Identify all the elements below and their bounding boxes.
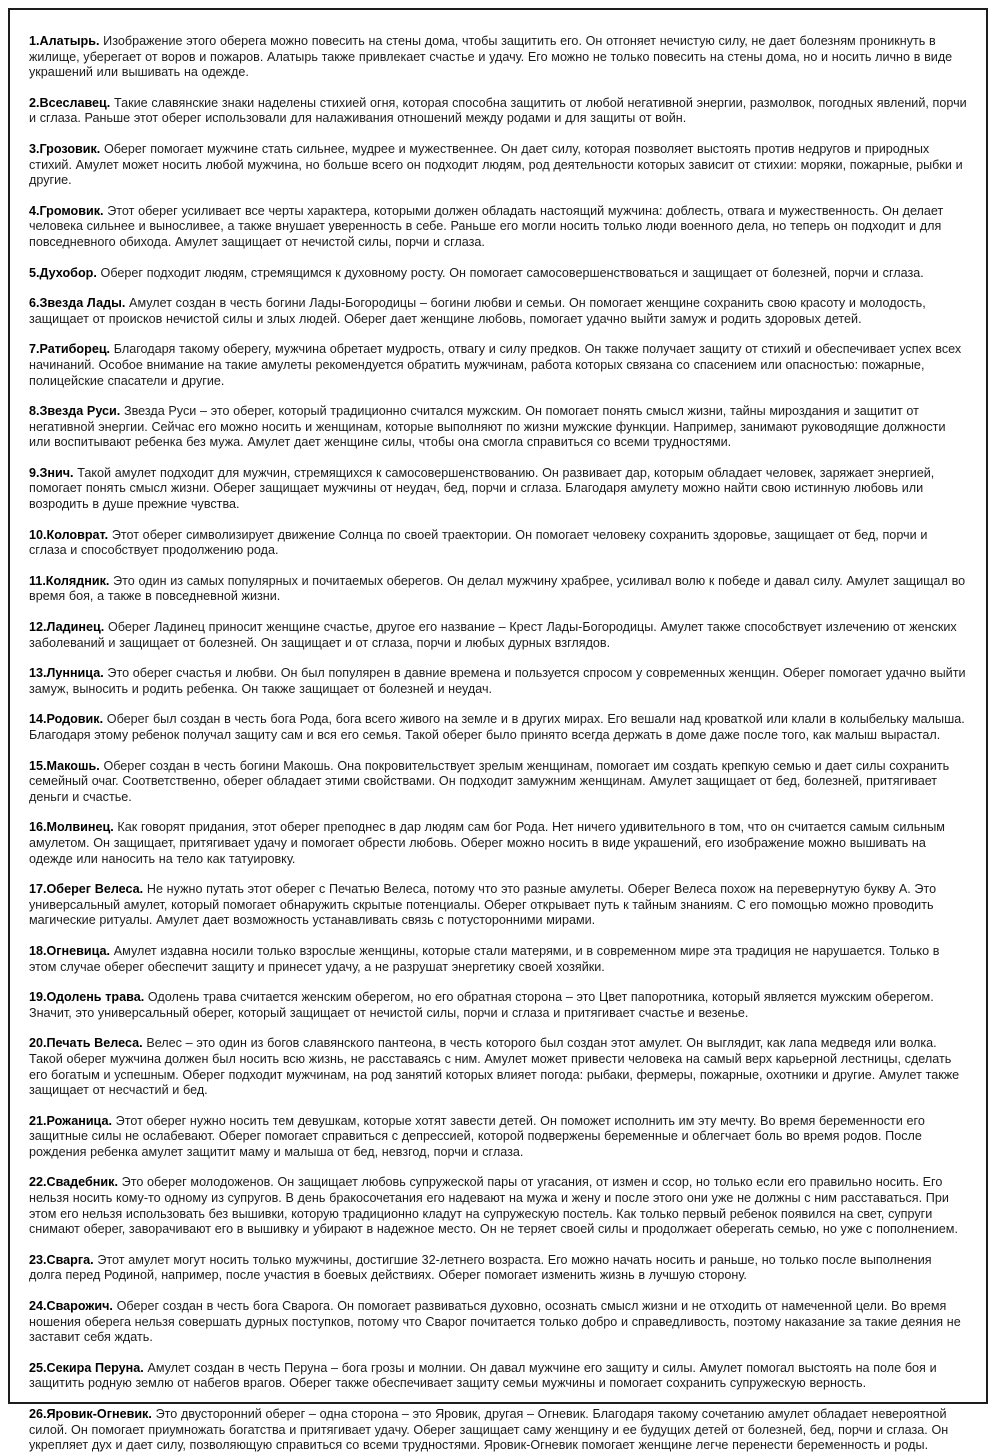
amulet-name-label: 19.Одолень трава. bbox=[29, 990, 145, 1005]
amulet-name-label: 26.Яровик-Огневик. bbox=[29, 1407, 152, 1421]
amulet-description: Как говорят придания, этот оберег преподнес в дар людям сам бог Рода. Нет ничего удивительного в том, что он считается самым сильным амулетом. Он защищает, притягивает удачу и помогает обрести любовь. Оберег можно носить в виде украшений, его изображение можно вышивать на одежде или наносить на тело как татуировку. bbox=[29, 820, 945, 866]
amulet-name-label: 4.Громовик. bbox=[29, 203, 104, 218]
amulet-description: Это оберег счастья и любви. Он был популярен в давние времена и пользуется спросом у современных женщин. Оберег помогает удачно выйти замуж, выносить и родить ребенка. Он также защищает от болезней и неудач. bbox=[29, 666, 966, 696]
amulet-description: Велес – это один из богов славянского пантеона, в честь которого был создан этот амулет. Он выглядит, как лапа медведя или волка. Такой оберег мужчина должен был носить всю жизнь, не расставаясь с ним. Амулет может привести человека на самый верх карьерной лестницы, сделать его богатым и успешным. Оберег подходит мужчинам, на род занятий которых влияет погода: рыбаки, фермеры, пожарные, охотники и другие. Амулет также защищает от несчастий и бед. bbox=[29, 1036, 960, 1098]
amulet-paragraph bbox=[29, 882, 967, 929]
amulet-description: Оберег создан в честь бога Сварога. Он помогает развиваться духовно, осознать смысл жизни и не отходить от намеченной цели. Во время ношения оберега нельзя совершать дурных поступков, потому что Сварог почитается только добро и справедливость, поэтому наказание за такие деяния не заставит себя ждать. bbox=[29, 1299, 961, 1345]
amulet-paragraph bbox=[29, 574, 967, 605]
amulet-paragraph bbox=[29, 404, 967, 451]
amulet-description: Благодаря такому оберегу, мужчина обретает мудрость, отвагу и силу предков. Он также получает защиту от стихий и обеспечивает успех всех начинаний. Особое внимание на такие амулеты рекомендуется обратить мужчинам, работа которых связана со спасением или опасностью: пожарные, полицейские спасатели и другие. bbox=[29, 342, 962, 388]
amulet-name-label: 2.Всеславец. bbox=[29, 95, 111, 110]
amulet-name-label: 3.Грозовик. bbox=[29, 141, 101, 156]
amulet-description: Оберег был создан в честь бога Рода, бога всего живого на земле и в других мирах. Его вешали над кроваткой или клали в колыбельку малыша. Благодаря этому ребенок получал защиту сам и вся его семья. Такой оберег было принято всегда держать в доме даже после того, как малыш вырастал. bbox=[29, 712, 965, 742]
amulet-description: Звезда Руси – это оберег, который традиционно считался мужским. Он помогает понять смысл жизни, тайны мироздания и защитит от негативной энергии. Сейчас его можно носить и женщинам, которые выполняют по жизни мужские функции. Например, занимают руководящие должности или воспитывают ребенка без мужа. Амулет дает женщине силы, чтобы она смогла справиться со всеми трудностями. bbox=[29, 404, 946, 450]
amulet-name-label: 23.Сварга. bbox=[29, 1252, 94, 1267]
amulet-paragraph bbox=[29, 820, 967, 867]
amulet-paragraph bbox=[29, 1114, 967, 1161]
amulet-description: Оберег помогает мужчине стать сильнее, мудрее и мужественнее. Он дает силу, которая позволяет выстоять против недругов и природных стихий. Амулет может носить любой мужчина, но больше всего он подходит людям, род деятельности которых зависит от стихии: моряки, пожарные, рыбки и другие. bbox=[29, 141, 963, 188]
amulet-name-label: 20.Печать Велеса. bbox=[29, 1036, 143, 1051]
amulet-name-label: 15.Макошь. bbox=[29, 758, 100, 773]
amulet-paragraph bbox=[29, 296, 967, 327]
page-border-frame bbox=[8, 8, 988, 1453]
amulet-paragraph bbox=[29, 1407, 967, 1454]
amulet-name-label: 24.Сварожич. bbox=[29, 1299, 113, 1314]
amulet-description: Амулет создан в честь Перуна – бога грозы и молнии. Он давал мужчине его защиту и силы. Амулет помогал выстоять на поле боя и защитить родную землю от набегов врагов. Оберег также обеспечивает защиту семьи мужчины и помогает сохранить супружескую верность. bbox=[29, 1360, 937, 1391]
amulet-paragraph bbox=[29, 759, 967, 806]
amulet-name-label: 5.Духобор. bbox=[29, 265, 97, 280]
amulet-name-label: 18.Огневица. bbox=[29, 943, 111, 958]
amulet-name-label: 7.Ратиборец. bbox=[29, 342, 111, 357]
amulet-description: Одолень трава считается женским оберегом, но его обратная сторона – это Цвет папоротника, который является мужским оберегом. Значит, это универсальный оберег, который защищает от нечистой силы, порчи и сглаза и притягивает счастье и везенье. bbox=[29, 990, 934, 1020]
amulet-name-label: 8.Звезда Руси. bbox=[29, 404, 121, 419]
amulet-name-label: 11.Колядник. bbox=[29, 573, 110, 588]
amulet-description: Такой амулет подходит для мужчин, стремящихся к самосовершенствованию. Он развивает дар, которым обладает человек, заряжает энергией, помогает понять смысл жизни. Оберег защищает мужчины от неудач, бед, порчи и сглаза. Благодаря амулету можно найти свою истинную любовь или возродить в душе прежние чувства. bbox=[29, 465, 935, 512]
amulet-name-label: 21.Рожаница. bbox=[29, 1113, 112, 1128]
amulet-paragraph bbox=[29, 1036, 967, 1098]
amulet-description: Это оберег молодоженов. Он защищает любовь супружеской пары от угасания, от измен и ссор, но только если его правильно носить. Его нельзя носить кому-то одному из супругов. В день бракосочетания его надевают на мужа и жену и после этого они уже не должны с ним расставаться. При этом его нельзя использовать без вышивки, которую традиционно кладут на супружескую постель. Как только первый ребенок появился на свет, супруги снимают оберег, заворачивают его в вышивку и убирают в надежное место. Он не теряет своей силы и продолжает оберегать семью, но уже с пополнением. bbox=[29, 1175, 958, 1237]
amulet-description: Этот оберег усиливает все черты характера, которыми должен обладать настоящий мужчина: доблесть, отвага и мужественность. Он делает человека сильнее и выносливее, а также внушает уверенность в себе. Раньше его могли носить только люди военного дела, но теперь он подходит и для повседневного обихода. Амулет защищает от нечистой силы, порчи и сглаза. bbox=[29, 203, 944, 249]
amulet-paragraph bbox=[29, 666, 967, 697]
amulet-paragraph bbox=[29, 1175, 967, 1237]
amulet-description: Не нужно путать этот оберег с Печатью Велеса, потому что это разные амулеты. Оберег Велеса похож на перевернутую букву А. Это универсальный амулет, который помогает обнаружить скрытые потенциалы. Оберег открывает путь к тайным знаниям. С его помощью можно проводить магические ритуалы. Амулет дает возможность устанавливать связь с потусторонними мирами. bbox=[29, 882, 937, 928]
amulet-name-label: 12.Ладинец. bbox=[29, 620, 105, 635]
amulet-paragraph bbox=[29, 990, 967, 1021]
amulet-name-label: 13.Лунница. bbox=[29, 666, 104, 681]
amulet-name-label: 25.Секира Перуна. bbox=[29, 1360, 144, 1375]
amulet-paragraph bbox=[29, 96, 967, 127]
amulet-name-label: 9.Знич. bbox=[29, 465, 74, 480]
amulet-description: Оберег создан в честь богини Макошь. Она покровительствует зрелым женщинам, помогает им создать крепкую семью и дает силы сохранить семейный очаг. Соответственно, оберег обладает этими свойствами. Он подходит замужним женщинам. Амулет защищает от бед, болезней, притягивает деньги и счастье. bbox=[29, 758, 950, 804]
amulet-name-label: 16.Молвинец. bbox=[29, 820, 114, 835]
amulet-name-label: 10.Коловрат. bbox=[29, 527, 109, 542]
amulet-description: Амулет издавна носили только взрослые женщины, которые стали матерями, и в современном мире эта традиция не нарушается. Только в этом случае оберег обеспечит защиту и принесет удачу, а не разрушат энергетику своей хозяйки. bbox=[29, 943, 940, 974]
amulet-description: Это один из самых популярных и почитаемых оберегов. Он делал мужчину храбрее, усиливал волю к победе и давал силу. Амулет защищал во время боя, а также в повседневной жизни. bbox=[29, 573, 966, 604]
amulet-paragraph bbox=[29, 944, 967, 975]
amulet-description: Амулет создан в честь богини Лады-Богородицы – богини любви и семьи. Он помогает женщине сохранить свою красоту и молодость, защищает от происков нечистой силы и злых людей. Оберег дает женщине любовь, помогает удачно выйти замуж и родить здоровых детей. bbox=[29, 296, 926, 326]
amulet-description: Оберег подходит людям, стремящимся к духовному росту. Он помогает самосовершенствоваться и защищает от болезней, порчи и сглаза. bbox=[100, 265, 924, 280]
amulet-description: Изображение этого оберега можно повесить на стены дома, чтобы защитить его. Он отгоняет нечистую силу, не дает болезням проникнуть в жилище, уберегает от воров и пожаров. Алатырь также привлекает счастье и удачу. Его можно не только повесить на стены дома, но и носить лично в виде украшений или вышивать на одежде. bbox=[29, 34, 953, 80]
amulet-name-label: 6.Звезда Лады. bbox=[29, 296, 126, 311]
amulet-paragraph bbox=[29, 620, 967, 651]
amulet-paragraph bbox=[29, 266, 967, 282]
amulet-paragraph bbox=[29, 1253, 967, 1284]
amulet-description: Этот амулет могут носить только мужчины, достигшие 32-летнего возраста. Его можно начать носить и раньше, но только после выполнения долга перед Родиной, например, после участия в боевых действиях. Оберег помогает изменить жизнь в лучшую сторону. bbox=[29, 1252, 932, 1283]
amulet-description: Оберег Ладинец приносит женщине счастье, другое его название – Крест Лады-Богородицы. Амулет также способствует излечению от женских заболеваний и защищает от болезней. Он защищает и от сглаза, порчи и любых дурных взглядов. bbox=[29, 620, 957, 650]
amulet-paragraph bbox=[29, 142, 967, 189]
amulet-paragraph bbox=[29, 1361, 967, 1392]
amulet-name-label: 22.Свадебник. bbox=[29, 1175, 118, 1190]
amulet-paragraph bbox=[29, 1299, 967, 1346]
amulet-name-label: 17.Оберег Велеса. bbox=[29, 882, 144, 897]
amulet-paragraph bbox=[29, 528, 967, 559]
amulet-description: Это двусторонний оберег – одна сторона – это Яровик, другая – Огневик. Благодаря такому сочетанию амулет обладает невероятной силой. Он помогает приумножать богатства и притягивает удачу. Оберег защищает саму женщину и ее будущих детей от болезней, бед, порчи и сглаза. Он укрепляет дух и дает силу, позволяющую справиться со всеми трудностями. Яровик-Огневик помогает женщине легче перенести беременность и роды. bbox=[29, 1407, 949, 1453]
amulet-paragraph bbox=[29, 712, 967, 743]
amulet-paragraph bbox=[29, 34, 967, 81]
amulet-description: Этот оберег символизирует движение Солнца по своей траектории. Он помогает человеку сохранить здоровье, защищает от бед, порчи и сглаза и способствует продолжению рода. bbox=[29, 527, 928, 558]
amulet-name-label: 14.Родовик. bbox=[29, 712, 104, 727]
amulet-paragraph bbox=[29, 204, 967, 251]
amulet-name-label: 1.Алатырь. bbox=[29, 34, 100, 48]
amulet-paragraph bbox=[29, 466, 967, 513]
amulet-description: Такие славянские знаки наделены стихией огня, которая способна защитить от любой негативной энергии, размолвок, погодных явлений, порчи и сглаза. Раньше этот оберег использовали для налаживания отношений между родами и для защиты от войн. bbox=[29, 95, 967, 126]
amulet-paragraph bbox=[29, 342, 967, 389]
document-content bbox=[10, 10, 986, 1454]
amulet-description: Этот оберег нужно носить тем девушкам, которые хотят завести детей. Он поможет исполнить им эту мечту. Во время беременности его защитные силы не ослабевают. Оберег помогает справиться с депрессией, которой подвержены беременные и облегчает боль во время родов. После рождения ребенка амулет защитит маму и малыша от бед, невзгод, порчи и сглаза. bbox=[29, 1113, 925, 1159]
